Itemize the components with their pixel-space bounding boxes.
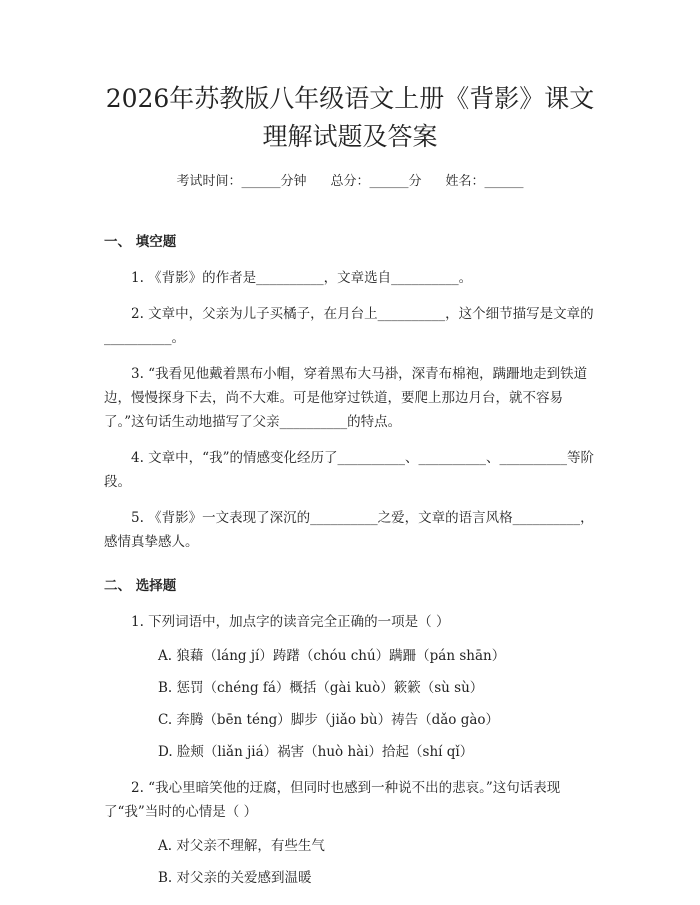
exam-time: 考试时间：______分钟 (176, 174, 307, 189)
document-title (104, 0, 596, 156)
exam-name: 姓名：______ (445, 174, 524, 189)
choice-1-option-a: A. 狼藉（láng jí）踌躇（chóu chú）蹒跚（pán shān） (158, 648, 506, 664)
section-fill-blank-heading: 一、 填空题 (104, 234, 177, 250)
choice-2-option-a: A. 对父亲不理解，有些生气 (158, 838, 325, 854)
fill-question-3: 3. “我看见他戴着黑布小帽，穿着黑布大马褂，深青布棉袍，蹒跚地走到铁道边，慢慢探身下去，尚不大难。可是他穿过铁道，要爬上那边月台，就不容易了。”这句话生动地描写了父亲__________的特点。 (104, 366, 588, 430)
fill-question-5: 5. 《背影》一文表现了深沉的__________之爱，文章的语言风格__________，感情真挚感人。 (104, 510, 594, 550)
choice-1-option-c: C. 奔腾（bēn téng）脚步（jiǎo bù）祷告（dǎo gào） (158, 712, 500, 728)
title-line-2: 理解试题及答案 (262, 122, 438, 151)
choice-question-2: 2. “我心里暗笑他的迂腐，但同时也感到一种说不出的悲哀。”这句话表现了“我”当时的心情是（ ） (104, 780, 561, 820)
title-line-1: 2026年苏教版八年级语文上册《背影》课文 (105, 84, 595, 113)
fill-question-4: 4. 文章中，“我”的情感变化经历了__________、__________、__________等阶段。 (104, 450, 594, 490)
choice-1-option-d: D. 脸颊（liǎn jiá）祸害（huò hài）拾起（shí qǐ） (158, 744, 474, 760)
fill-question-2: 2. 文章中，父亲为儿子买橘子，在月台上__________，这个细节描写是文章的__________。 (104, 306, 594, 346)
exam-info (104, 172, 596, 192)
section-choice-heading: 二、 选择题 (104, 578, 177, 594)
choice-1-option-b: B. 惩罚（chéng fá）概括（gài kuò）簌簌（sù sù） (158, 680, 484, 696)
choice-2-option-b: B. 对父亲的关爱感到温暖 (158, 870, 312, 886)
fill-question-1: 1. 《背影》的作者是__________，文章选自__________。 (131, 270, 473, 286)
exam-score: 总分：______分 (330, 174, 422, 189)
choice-question-1: 1. 下列词语中，加点字的读音完全正确的一项是（ ） (131, 614, 450, 630)
